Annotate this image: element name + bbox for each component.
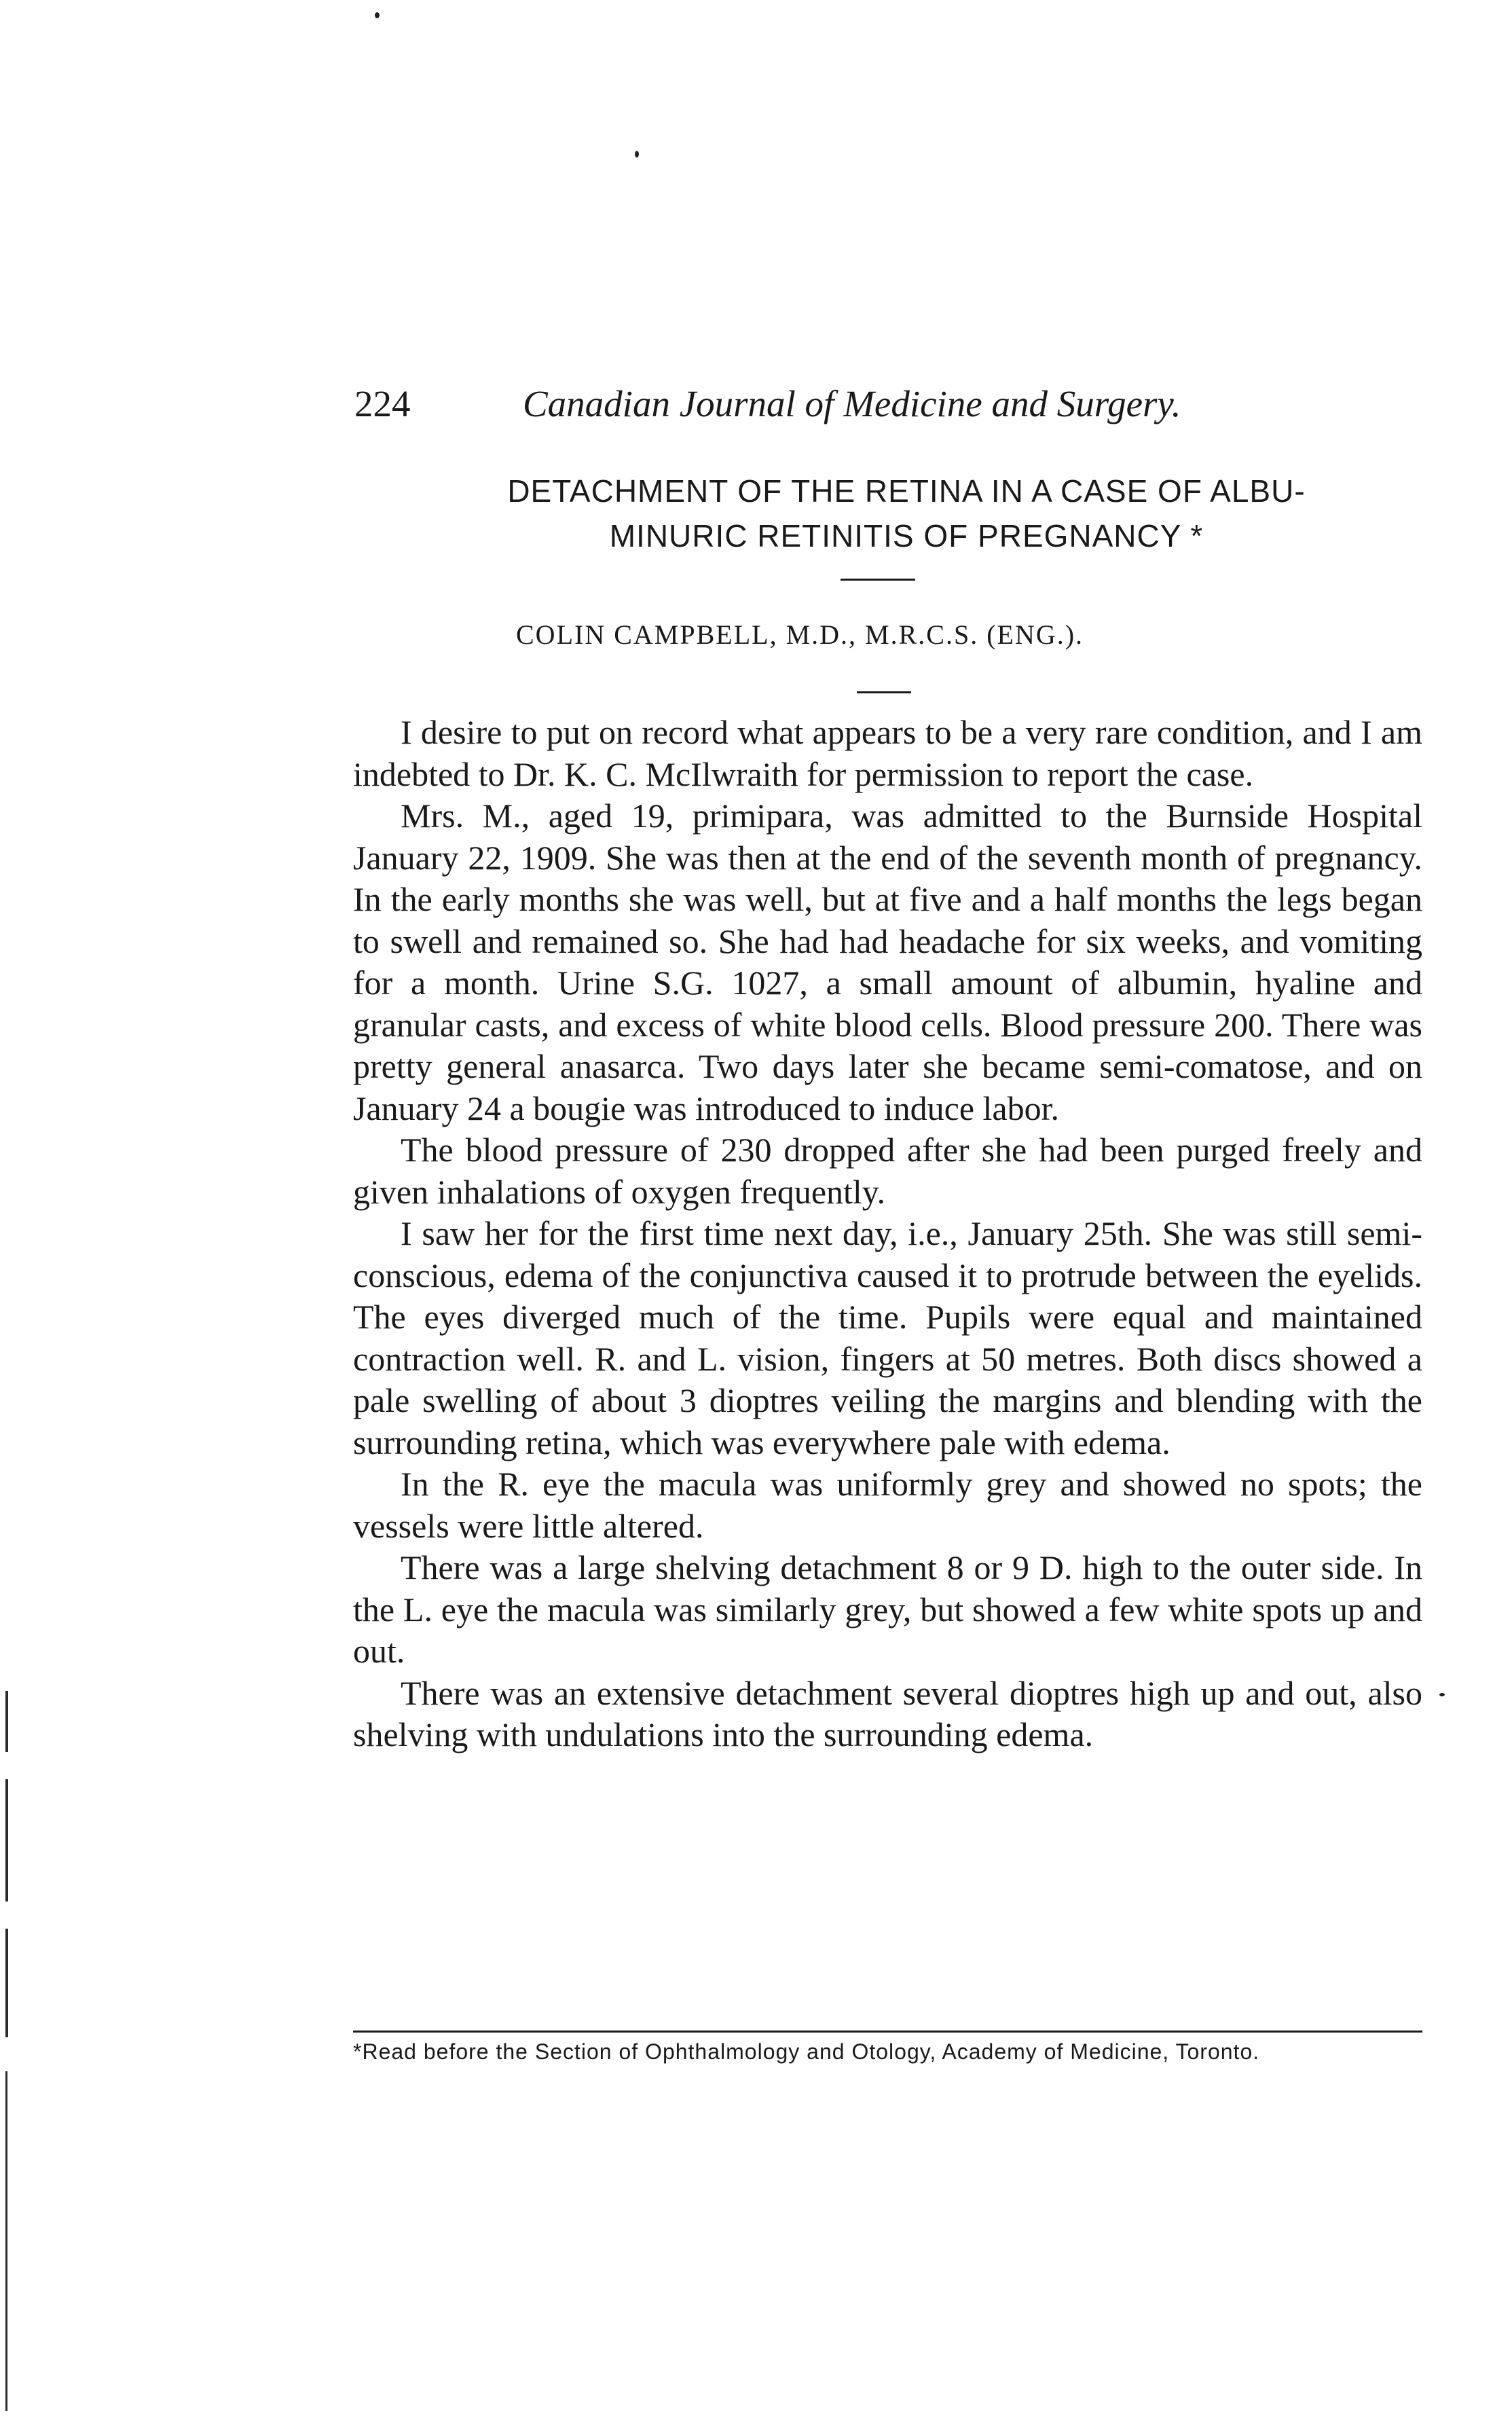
scan-edge-mark xyxy=(5,1691,8,1752)
body-paragraph: In the R. eye the macula was uniformly grey and showed no spots; the vessels were little altered. xyxy=(353,1465,1422,1545)
article-body xyxy=(353,712,1422,1756)
scan-edge-mark xyxy=(5,1929,8,2037)
author-divider xyxy=(857,691,911,693)
body-paragraph: I saw her for the first time next day, i.e., January 25th. She was still semi-conscious, edema of the conjunctiva caused it to protrude between the eyelids. The eyes diverged much of the time. Pupils were equal and maintained contraction well. R. and L. vision, fingers at 50 metres. Both discs showed a pale swelling of about 3 dioptres veiling the margins and blending with the surrounding retina, which was everywhere pale with edema. xyxy=(353,1214,1422,1461)
page-number: 224 xyxy=(354,383,411,424)
title-divider xyxy=(841,579,915,581)
footnote-divider xyxy=(353,2031,1422,2033)
body-paragraph: Mrs. M., aged 19, primipara, was admitted to the Burnside Hospital January 22, 1909. She was then at the end of the seventh month of pregnancy. In the early months she was well, but at five and a half months the legs began to swell and remained so. She had had headache for six weeks, and vomiting for a month. Urine S.G. 1027, a small amount of albumin, hyaline and granular casts, and excess of white blood cells. Blood pressure 200. There was pretty general anasarca. Two days later she became semi-comatose, and on January 24 a bougie was introduced to induce labor. xyxy=(353,797,1422,1127)
footnote: *Read before the Section of Ophthalmology and Otology, Academy of Medicine, Toronto. xyxy=(353,2039,1260,2064)
article-title xyxy=(346,469,1467,558)
journal-title: Canadian Journal of Medicine and Surgery. xyxy=(523,383,1181,424)
body-paragraph: There was an extensive detachment several dioptres high up and out, also shelving with undulations into the surrounding edema. xyxy=(353,1673,1422,1753)
author-byline: COLIN CAMPBELL, M.D., M.R.C.S. (ENG.). xyxy=(516,619,1084,650)
body-paragraph: I desire to put on record what appears to be a very rare condition, and I am indebted to Dr. K. C. McIlwraith for permission to report the case. xyxy=(353,713,1422,793)
scan-edge-mark xyxy=(5,2071,7,2411)
running-head xyxy=(354,380,1251,428)
article-title-line-1: DETACHMENT OF THE RETINA IN A CASE OF ALBU- xyxy=(507,473,1306,509)
scan-speck xyxy=(1439,1693,1445,1696)
body-paragraph: The blood pressure of 230 dropped after she had been purged freely and given inhalations of oxygen frequently. xyxy=(353,1131,1422,1211)
article-title-line-2: MINURIC RETINITIS OF PREGNANCY * xyxy=(609,518,1204,553)
scan-edge-mark xyxy=(5,1779,8,1901)
body-paragraph: There was a large shelving detachment 8 or 9 D. high to the outer side. In the L. eye the macula was similarly grey, but showed a few white spots up and out. xyxy=(353,1548,1422,1670)
scan-speck xyxy=(375,12,380,18)
scan-speck xyxy=(635,151,639,158)
